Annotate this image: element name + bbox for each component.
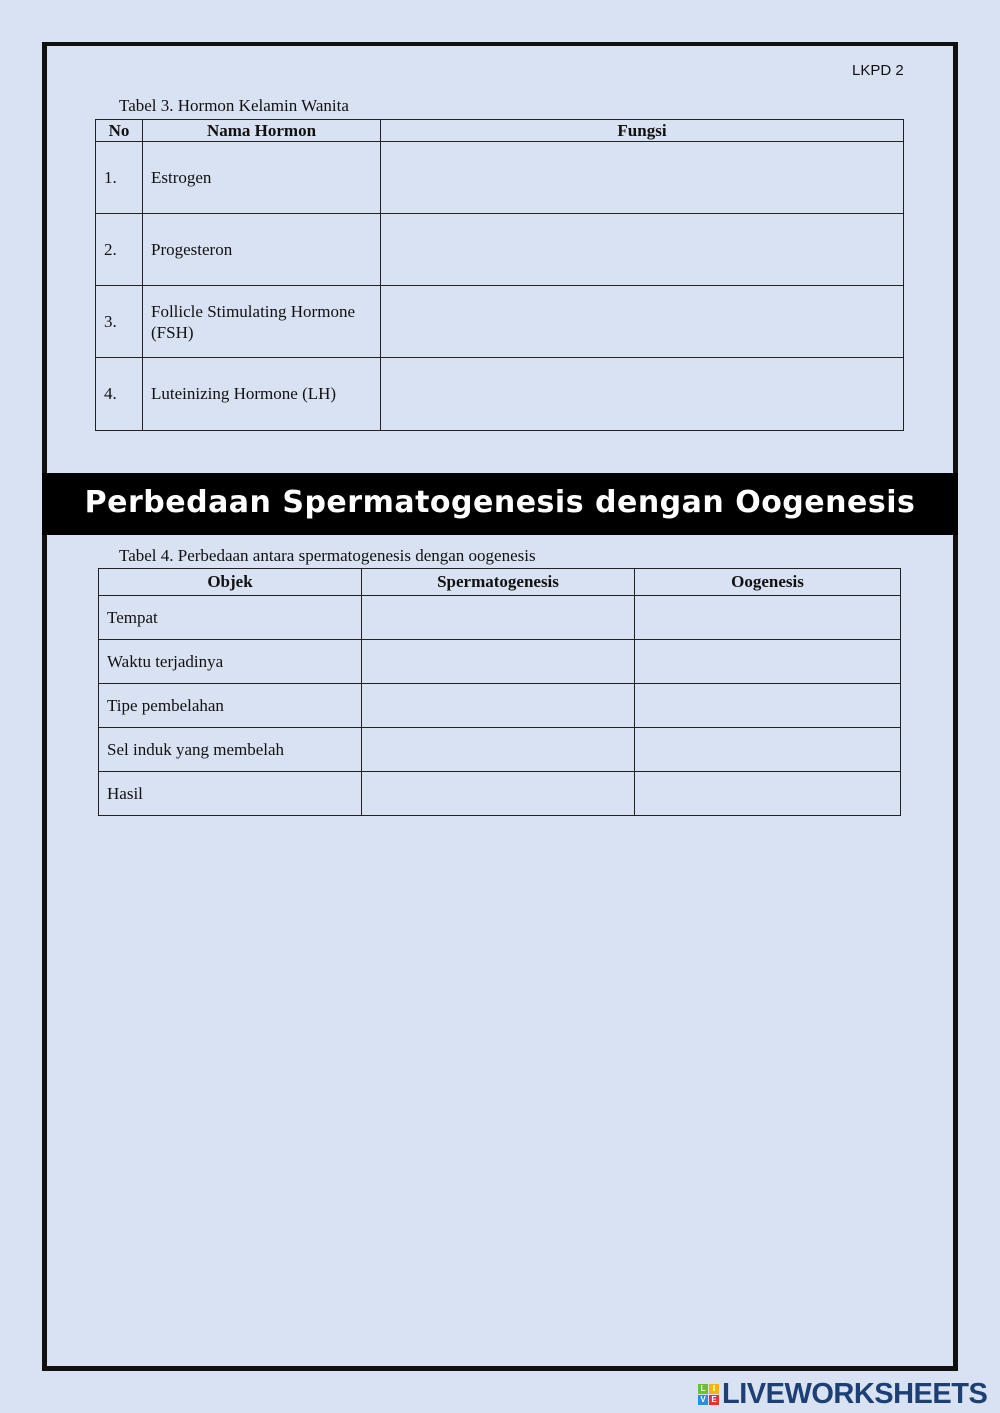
spermatogenesis-answer-cell[interactable]: [362, 684, 635, 728]
oogenesis-answer-cell[interactable]: [635, 772, 901, 816]
table-row: [99, 772, 901, 816]
hormone-table: [95, 119, 904, 431]
oogenesis-answer-cell[interactable]: [635, 684, 901, 728]
table-row: [96, 358, 904, 431]
logo-blocks-icon: [698, 1384, 719, 1405]
oogenesis-answer-cell[interactable]: [635, 596, 901, 640]
row-no: 3.: [96, 286, 143, 358]
hormone-name: Follicle Stimulating Hormone (FSH): [143, 286, 381, 358]
object-label: Tempat: [99, 596, 362, 640]
logo-letter: V: [698, 1395, 708, 1405]
hormone-name: Progesteron: [143, 214, 381, 286]
spermatogenesis-answer-cell[interactable]: [362, 640, 635, 684]
table-row: [96, 142, 904, 214]
row-no: 4.: [96, 358, 143, 431]
object-label: Hasil: [99, 772, 362, 816]
object-label: Tipe pembelahan: [99, 684, 362, 728]
table-row: [99, 684, 901, 728]
logo-wordmark: LIVEWORKSHEETS: [722, 1378, 988, 1410]
logo-letter: E: [709, 1395, 719, 1405]
hormone-name: Estrogen: [143, 142, 381, 214]
header-oogenesis: Oogenesis: [635, 569, 901, 596]
worksheet-code: LKPD 2: [852, 62, 904, 79]
function-answer-cell[interactable]: [381, 214, 904, 286]
spermatogenesis-answer-cell[interactable]: [362, 772, 635, 816]
comparison-table: [98, 568, 901, 816]
table-row: [99, 640, 901, 684]
logo-letter: L: [698, 1384, 708, 1394]
function-answer-cell[interactable]: [381, 358, 904, 431]
header-function: Fungsi: [381, 120, 904, 142]
oogenesis-answer-cell[interactable]: [635, 640, 901, 684]
table-row: [96, 286, 904, 358]
table4-caption: Tabel 4. Perbedaan antara spermatogenesis dengan oogenesis: [119, 546, 536, 565]
table-row: [99, 596, 901, 640]
row-no: 2.: [96, 214, 143, 286]
object-label: Sel induk yang membelah: [99, 728, 362, 772]
spermatogenesis-answer-cell[interactable]: [362, 596, 635, 640]
function-answer-cell[interactable]: [381, 142, 904, 214]
function-answer-cell[interactable]: [381, 286, 904, 358]
table3-caption: Tabel 3. Hormon Kelamin Wanita: [119, 96, 349, 115]
header-spermatogenesis: Spermatogenesis: [362, 569, 635, 596]
header-no: No: [96, 120, 143, 142]
logo-letter: I: [709, 1384, 719, 1394]
oogenesis-answer-cell[interactable]: [635, 728, 901, 772]
header-hormone: Nama Hormon: [143, 120, 381, 142]
spermatogenesis-answer-cell[interactable]: [362, 728, 635, 772]
table-row: [96, 214, 904, 286]
row-no: 1.: [96, 142, 143, 214]
hormone-name: Luteinizing Hormone (LH): [143, 358, 381, 431]
table-row: [99, 728, 901, 772]
header-object: Objek: [99, 569, 362, 596]
liveworksheets-logo: [698, 1378, 987, 1411]
object-label: Waktu terjadinya: [99, 640, 362, 684]
section-title: Perbedaan Spermatogenesis dengan Oogenesis: [42, 473, 958, 535]
